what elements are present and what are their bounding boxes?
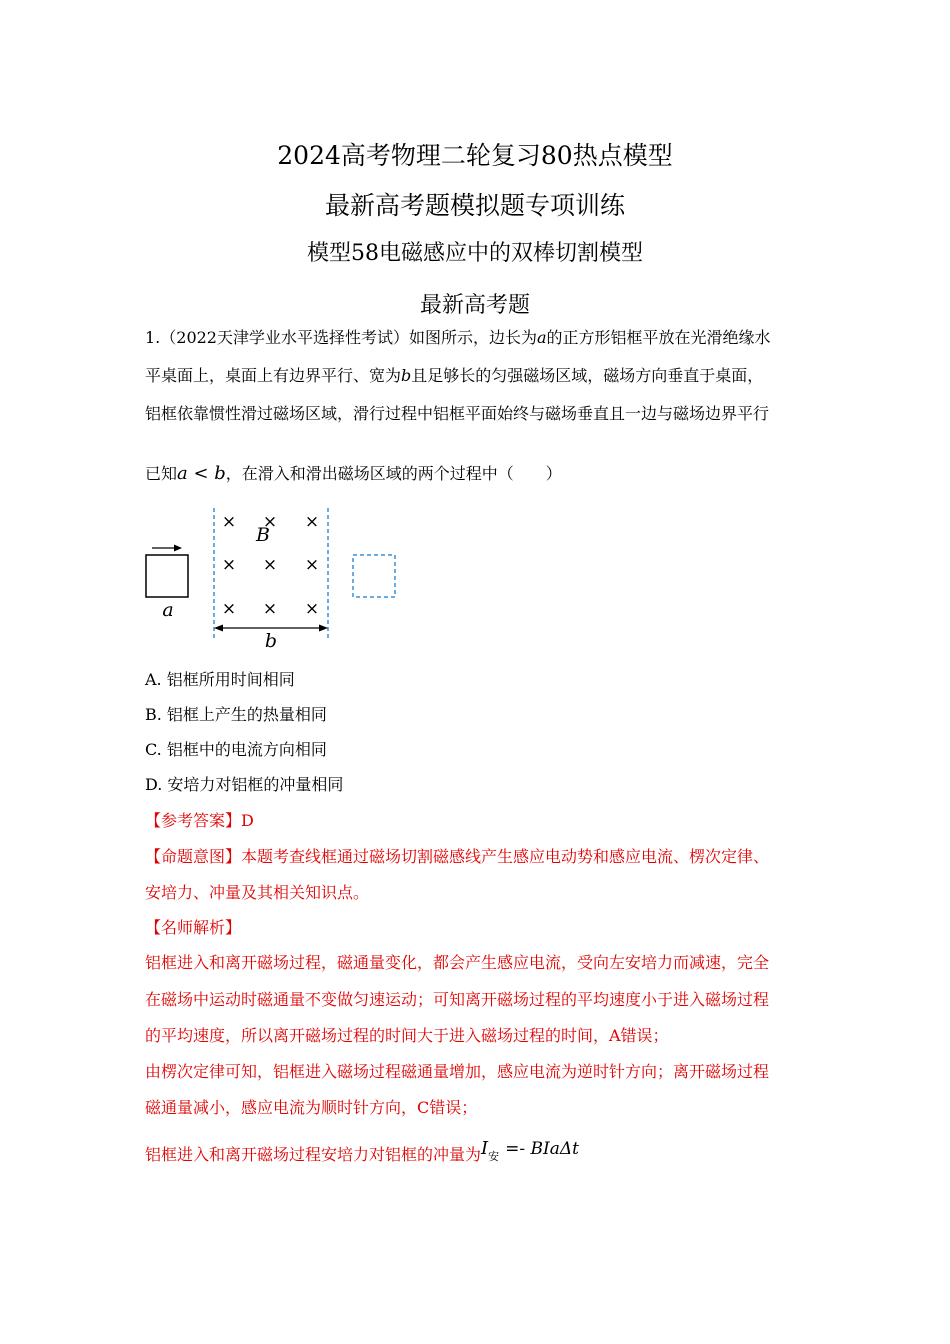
analysis-p1-line-1: 铝框进入和离开磁场过程，磁通量变化，都会产生感应电流，受向左安培力而减速，完全: [145, 953, 770, 972]
analysis-p1-line-2: 在磁场中运动时磁通量不变做匀速运动；可知离开磁场过程的平均速度小于进入磁场过程: [145, 990, 770, 1009]
magnetic-field-diagram: [130, 498, 410, 658]
question-line-3: 铝框依靠惯性滑过磁场区域，滑行过程中铝框平面始终与磁场垂直且一边与磁场边界平行: [145, 404, 770, 423]
field-cross: ×: [304, 599, 320, 619]
option-d: D. 安培力对铝框的冲量相同: [145, 775, 344, 794]
intent-line-2: 安培力、冲量及其相关知识点。: [145, 883, 370, 902]
field-cross: ×: [221, 599, 237, 619]
label-B: B: [256, 524, 270, 546]
impulse-subscript: 安: [488, 1150, 500, 1163]
analysis-p2-line-2: 磁通量减小，感应电流为顺时针方向，C错误；: [145, 1098, 478, 1117]
question-text: 1.（2022天津学业水平选择性考试）如图所示，边长为: [145, 328, 537, 347]
frame-exit-position: [353, 555, 395, 597]
question-text: 已知: [145, 464, 178, 483]
intent-line-1: 【命题意图】本题考查线框通过磁场切割磁感线产生感应电动势和感应电流、楞次定律、: [145, 847, 770, 866]
title-line-2: 最新高考题模拟题专项训练: [324, 191, 625, 220]
section-title: 最新高考题: [419, 293, 530, 318]
field-cross: ×: [221, 512, 237, 532]
question-text: 平桌面上，桌面上有边界平行、宽为: [145, 366, 402, 385]
title-line-1: 2024高考物理二轮复习80热点模型: [277, 141, 673, 170]
analysis-text: 铝框进入和离开磁场过程安培力对铝框的冲量为: [145, 1145, 482, 1164]
answer-label: 【参考答案】D: [145, 811, 254, 830]
var-b: b: [401, 366, 412, 385]
question-line-4: [145, 464, 562, 484]
dimension-arrowhead-left: [214, 625, 223, 632]
question-text: ，在滑入和滑出磁场区域的两个过程中（ ）: [225, 464, 562, 483]
field-cross: ×: [304, 555, 320, 575]
field-crosses: [222, 512, 319, 619]
field-cross: ×: [221, 555, 237, 575]
question-line-2: [145, 366, 763, 386]
inequality: a < b: [177, 463, 226, 484]
impulse-formula: =- BIaΔt: [505, 1139, 579, 1159]
var-a: a: [537, 328, 547, 347]
question-text: 且足够长的匀强磁场区域，磁场方向垂直于桌面，: [411, 366, 764, 385]
title-line-3: 模型58电磁感应中的双棒切割模型: [307, 241, 643, 266]
analysis-p3: [145, 1138, 579, 1167]
label-b: b: [264, 630, 278, 652]
field-cross: ×: [262, 512, 278, 532]
option-c: C. 铝框中的电流方向相同: [145, 740, 327, 759]
field-cross: ×: [262, 555, 278, 575]
analysis-label: 【名师解析】: [145, 918, 242, 937]
field-cross: ×: [304, 512, 320, 532]
analysis-p1-line-3: 的平均速度，所以离开磁场过程的时间大于进入磁场过程的时间，A错误；: [145, 1026, 669, 1045]
field-cross: ×: [262, 599, 278, 619]
dimension-arrowhead-right: [319, 625, 328, 632]
question-text: 的正方形铝框平放在光滑绝缘水: [546, 328, 771, 347]
analysis-p2-line-1: 由楞次定律可知，铝框进入磁场过程磁通量增加，感应电流为逆时针方向；离开磁场过程: [145, 1062, 770, 1081]
label-a: a: [162, 599, 174, 621]
aluminum-frame: [146, 555, 188, 597]
option-b: B. 铝框上产生的热量相同: [145, 705, 327, 724]
impulse-symbol: I: [481, 1138, 489, 1159]
option-a: A. 铝框所用时间相同: [145, 670, 295, 689]
question-line-1: [145, 328, 771, 348]
velocity-arrowhead: [174, 545, 182, 552]
